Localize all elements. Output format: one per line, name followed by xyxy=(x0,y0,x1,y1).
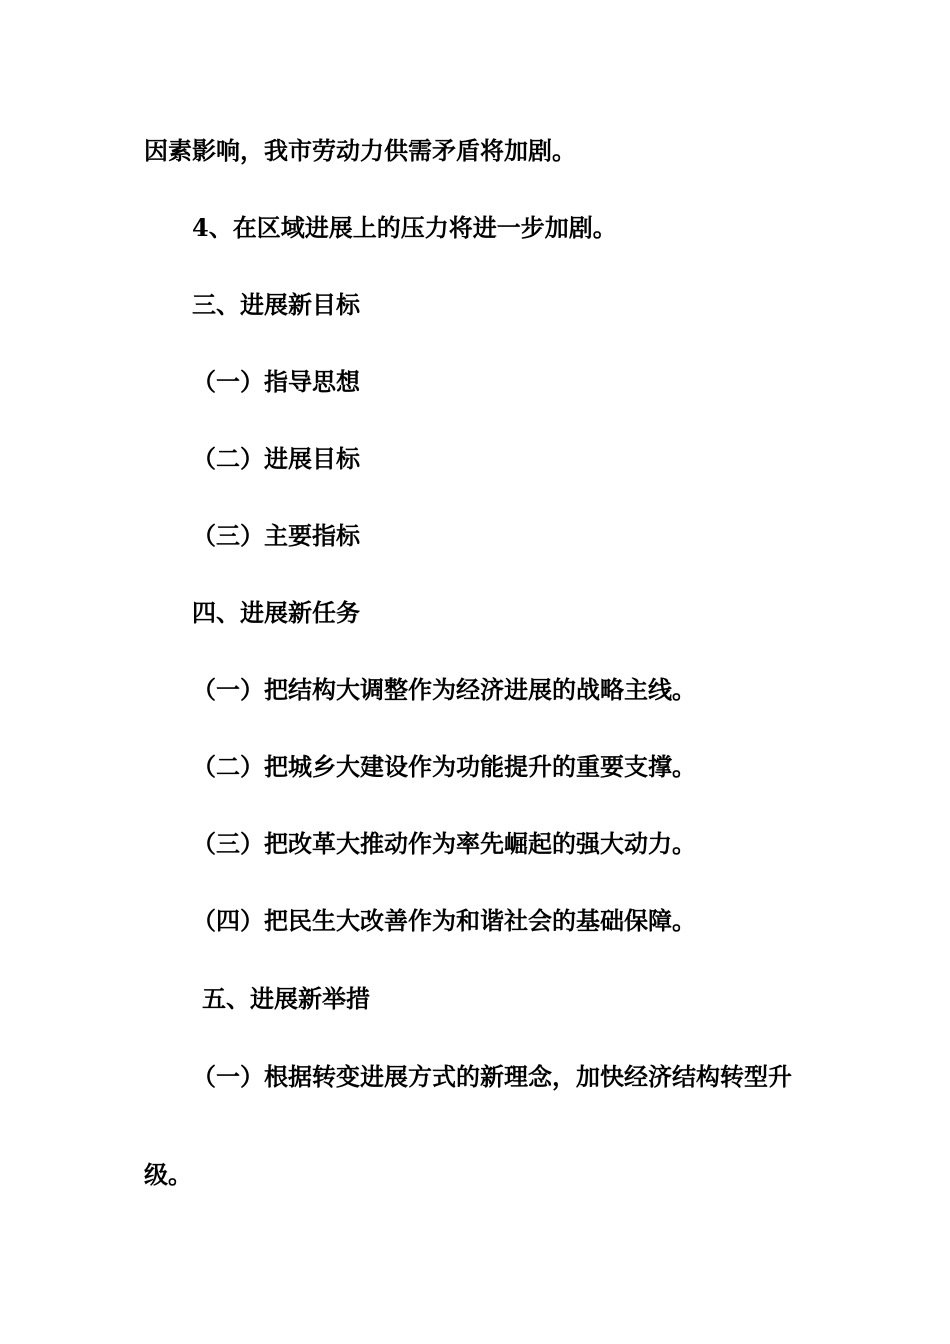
task-reform-drive: （三）把改革大推动作为率先崛起的强大动力。 xyxy=(192,829,696,858)
heading-new-measures: 五、进展新举措 xyxy=(202,984,370,1013)
heading-new-goals: 三、进展新目标 xyxy=(192,290,360,319)
subheading-development-goals: （二）进展目标 xyxy=(192,444,360,473)
subheading-main-indicators: （三）主要指标 xyxy=(192,521,360,550)
task-urban-rural-construction: （二）把城乡大建设作为功能提升的重要支撑。 xyxy=(192,752,696,781)
subheading-guiding-ideology: （一）指导思想 xyxy=(192,367,360,396)
measure-economic-transformation: （一）根据转变进展方式的新理念，加快经济结构转型升 xyxy=(192,1062,792,1091)
task-livelihood-improvement: （四）把民生大改善作为和谐社会的基础保障。 xyxy=(192,906,696,935)
heading-new-tasks: 四、进展新任务 xyxy=(192,598,360,627)
paragraph-continuation-labor-supply: 因素影响，我市劳动力供需矛盾将加剧。 xyxy=(144,136,576,165)
task-structural-adjustment: （一）把结构大调整作为经济进展的战略主线。 xyxy=(192,675,696,704)
measure-economic-transformation-continuation: 级。 xyxy=(144,1160,192,1189)
item-regional-pressure: 4、在区域进展上的压力将进一步加剧。 xyxy=(192,213,617,242)
